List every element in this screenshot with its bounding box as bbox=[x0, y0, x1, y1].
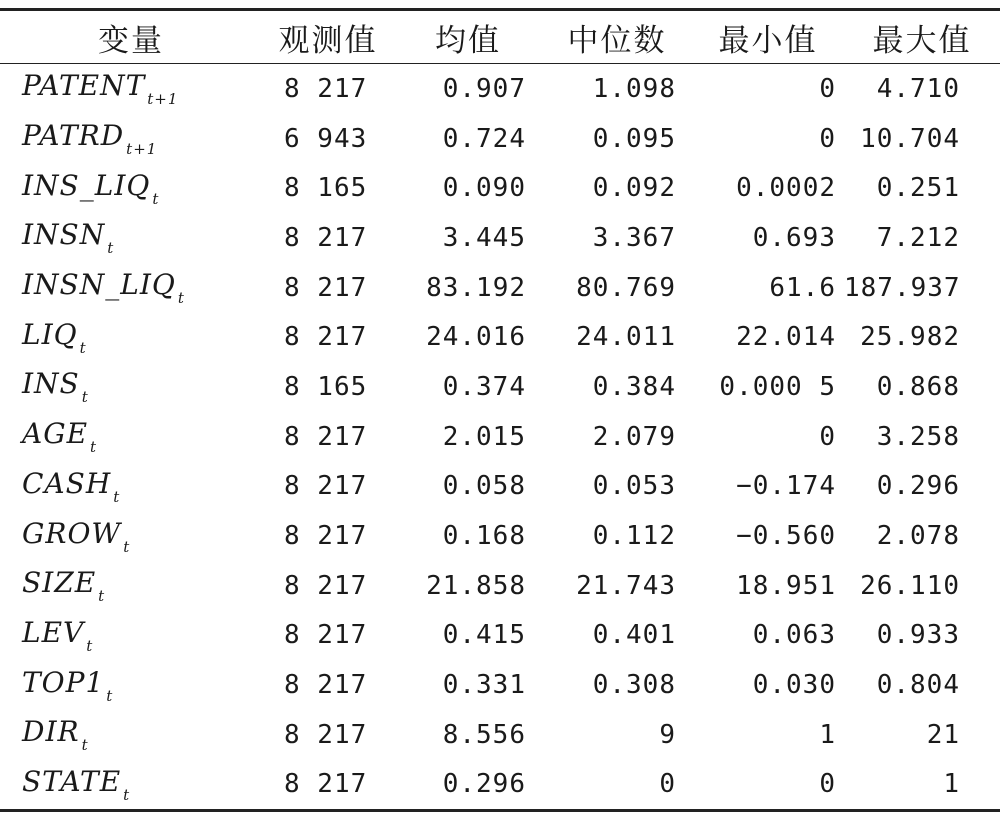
variable-name: SIZE bbox=[22, 566, 97, 600]
cell-variable bbox=[0, 213, 262, 263]
cell-max: 2.078 bbox=[876, 521, 960, 552]
cell-median: 1.098 bbox=[592, 73, 676, 104]
table-row bbox=[0, 312, 1000, 362]
cell-min: 0 bbox=[819, 73, 836, 104]
cell-median: 0.112 bbox=[592, 521, 676, 552]
cell-mean: 2.015 bbox=[442, 421, 526, 452]
variable-name: AGE bbox=[22, 417, 89, 451]
cell-median: 0.095 bbox=[592, 123, 676, 154]
variable-subscript: t bbox=[123, 785, 131, 804]
variable-name: TOP1 bbox=[22, 665, 105, 699]
cell-median: 0.092 bbox=[592, 173, 676, 204]
variable-name: PATRD bbox=[22, 119, 125, 153]
cell-mean: 0.168 bbox=[442, 521, 526, 552]
cell-min: 0 bbox=[819, 421, 836, 452]
cell-median: 24.011 bbox=[576, 322, 676, 353]
cell-variable bbox=[0, 163, 262, 213]
table-row bbox=[0, 561, 1000, 611]
cell-mean: 0.058 bbox=[442, 471, 526, 502]
variable-name: LEV bbox=[22, 615, 85, 649]
cell-max: 0.868 bbox=[876, 371, 960, 402]
table-row bbox=[0, 462, 1000, 512]
variable-subscript: t bbox=[106, 686, 114, 705]
cell-observations: 8 217 bbox=[284, 322, 368, 353]
variable-subscript: t bbox=[123, 537, 131, 556]
cell-mean: 24.016 bbox=[426, 322, 526, 353]
cell-min: 61.6 bbox=[769, 272, 836, 303]
cell-variable bbox=[0, 660, 262, 710]
cell-median: 21.743 bbox=[576, 570, 676, 601]
cell-median: 0 bbox=[659, 769, 676, 800]
table-row bbox=[0, 263, 1000, 313]
cell-observations: 8 165 bbox=[284, 173, 368, 204]
cell-mean: 8.556 bbox=[442, 719, 526, 750]
cell-max: 25.982 bbox=[860, 322, 960, 353]
cell-min: 0 bbox=[819, 123, 836, 154]
table-row bbox=[0, 163, 1000, 213]
cell-max: 3.258 bbox=[876, 421, 960, 452]
cell-max: 0.296 bbox=[876, 471, 960, 502]
header-mean: 均值 bbox=[435, 22, 501, 59]
table-row bbox=[0, 710, 1000, 760]
table-row bbox=[0, 64, 1000, 114]
cell-median: 0.053 bbox=[592, 471, 676, 502]
cell-mean: 21.858 bbox=[426, 570, 526, 601]
cell-variable bbox=[0, 611, 262, 661]
cell-min: 0.0002 bbox=[736, 173, 836, 204]
cell-observations: 8 217 bbox=[284, 670, 368, 701]
cell-max: 0.933 bbox=[876, 620, 960, 651]
cell-variable bbox=[0, 114, 262, 164]
variable-subscript: t+1 bbox=[147, 90, 179, 109]
cell-min: −0.560 bbox=[736, 521, 836, 552]
cell-observations: 8 217 bbox=[284, 272, 368, 303]
header-variable: 变量 bbox=[98, 22, 164, 59]
table-row bbox=[0, 412, 1000, 462]
cell-median: 3.367 bbox=[592, 222, 676, 253]
variable-name: INSN_LIQ bbox=[22, 268, 176, 302]
cell-max: 7.212 bbox=[876, 222, 960, 253]
variable-name: INS bbox=[22, 367, 80, 401]
variable-subscript: t bbox=[81, 388, 89, 407]
cell-max: 0.251 bbox=[876, 173, 960, 204]
variable-subscript: t bbox=[79, 338, 87, 357]
variable-name: STATE bbox=[22, 764, 122, 798]
cell-observations: 8 217 bbox=[284, 222, 368, 253]
cell-variable bbox=[0, 312, 262, 362]
variable-name: LIQ bbox=[22, 317, 78, 351]
statistics-table-container bbox=[0, 8, 1000, 812]
variable-name: INSN bbox=[22, 218, 106, 252]
cell-observations: 8 217 bbox=[284, 521, 368, 552]
cell-variable bbox=[0, 760, 262, 810]
cell-observations: 8 217 bbox=[284, 620, 368, 651]
cell-mean: 0.724 bbox=[442, 123, 526, 154]
cell-observations: 6 943 bbox=[284, 123, 368, 154]
variable-name: DIR bbox=[22, 715, 80, 749]
cell-max: 21 bbox=[926, 719, 960, 750]
cell-variable bbox=[0, 561, 262, 611]
cell-median: 0.384 bbox=[592, 371, 676, 402]
cell-max: 10.704 bbox=[860, 123, 960, 154]
cell-min: 22.014 bbox=[736, 322, 836, 353]
cell-max: 0.804 bbox=[876, 670, 960, 701]
cell-min: 0.030 bbox=[752, 670, 836, 701]
variable-subscript: t bbox=[177, 289, 185, 308]
variable-name: CASH bbox=[22, 466, 112, 500]
cell-observations: 8 217 bbox=[284, 769, 368, 800]
cell-median: 0.308 bbox=[592, 670, 676, 701]
table-row bbox=[0, 611, 1000, 661]
table-row bbox=[0, 660, 1000, 710]
cell-variable bbox=[0, 412, 262, 462]
cell-observations: 8 217 bbox=[284, 421, 368, 452]
variable-subscript: t bbox=[152, 189, 160, 208]
cell-observations: 8 217 bbox=[284, 719, 368, 750]
cell-min: 0.693 bbox=[752, 222, 836, 253]
header-min: 最小值 bbox=[718, 22, 818, 59]
cell-mean: 0.907 bbox=[442, 73, 526, 104]
cell-variable bbox=[0, 362, 262, 412]
cell-median: 2.079 bbox=[592, 421, 676, 452]
variable-subscript: t+1 bbox=[126, 140, 158, 159]
header-max: 最大值 bbox=[872, 22, 972, 59]
cell-variable bbox=[0, 263, 262, 313]
table-row bbox=[0, 213, 1000, 263]
cell-observations: 8 217 bbox=[284, 471, 368, 502]
cell-variable bbox=[0, 462, 262, 512]
table-row bbox=[0, 362, 1000, 412]
descriptive-statistics-body bbox=[0, 64, 1000, 809]
cell-mean: 0.296 bbox=[442, 769, 526, 800]
cell-median: 80.769 bbox=[576, 272, 676, 303]
variable-subscript: t bbox=[81, 736, 89, 755]
variable-name: PATENT bbox=[22, 69, 146, 103]
cell-min: 0 bbox=[819, 769, 836, 800]
cell-mean: 0.415 bbox=[442, 620, 526, 651]
cell-variable bbox=[0, 710, 262, 760]
cell-min: 18.951 bbox=[736, 570, 836, 601]
cell-max: 1 bbox=[943, 769, 960, 800]
cell-observations: 8 217 bbox=[284, 73, 368, 104]
cell-mean: 0.331 bbox=[442, 670, 526, 701]
variable-subscript: t bbox=[90, 438, 98, 457]
cell-mean: 0.090 bbox=[442, 173, 526, 204]
variable-subscript: t bbox=[113, 487, 121, 506]
cell-max: 187.937 bbox=[844, 272, 961, 303]
header-observations: 观测值 bbox=[278, 22, 378, 59]
cell-median: 9 bbox=[659, 719, 676, 750]
cell-mean: 0.374 bbox=[442, 371, 526, 402]
table-row bbox=[0, 114, 1000, 164]
cell-max: 26.110 bbox=[860, 570, 960, 601]
cell-mean: 3.445 bbox=[442, 222, 526, 253]
cell-min: 0.000 5 bbox=[719, 371, 836, 402]
cell-min: 1 bbox=[819, 719, 836, 750]
cell-variable bbox=[0, 511, 262, 561]
table-header-row bbox=[0, 11, 1000, 63]
cell-median: 0.401 bbox=[592, 620, 676, 651]
cell-min: −0.174 bbox=[736, 471, 836, 502]
variable-subscript: t bbox=[86, 636, 94, 655]
variable-name: INS_LIQ bbox=[22, 168, 151, 202]
variable-subscript: t bbox=[98, 587, 106, 606]
header-median: 中位数 bbox=[567, 22, 667, 59]
table-row bbox=[0, 760, 1000, 810]
variable-subscript: t bbox=[107, 239, 115, 258]
cell-max: 4.710 bbox=[876, 73, 960, 104]
table-bottom-rule bbox=[0, 809, 1000, 812]
table-row bbox=[0, 511, 1000, 561]
table-body bbox=[0, 64, 1000, 809]
descriptive-statistics-table bbox=[0, 11, 1000, 63]
cell-observations: 8 165 bbox=[284, 371, 368, 402]
cell-variable bbox=[0, 64, 262, 114]
cell-observations: 8 217 bbox=[284, 570, 368, 601]
cell-min: 0.063 bbox=[752, 620, 836, 651]
cell-mean: 83.192 bbox=[426, 272, 526, 303]
variable-name: GROW bbox=[22, 516, 122, 550]
